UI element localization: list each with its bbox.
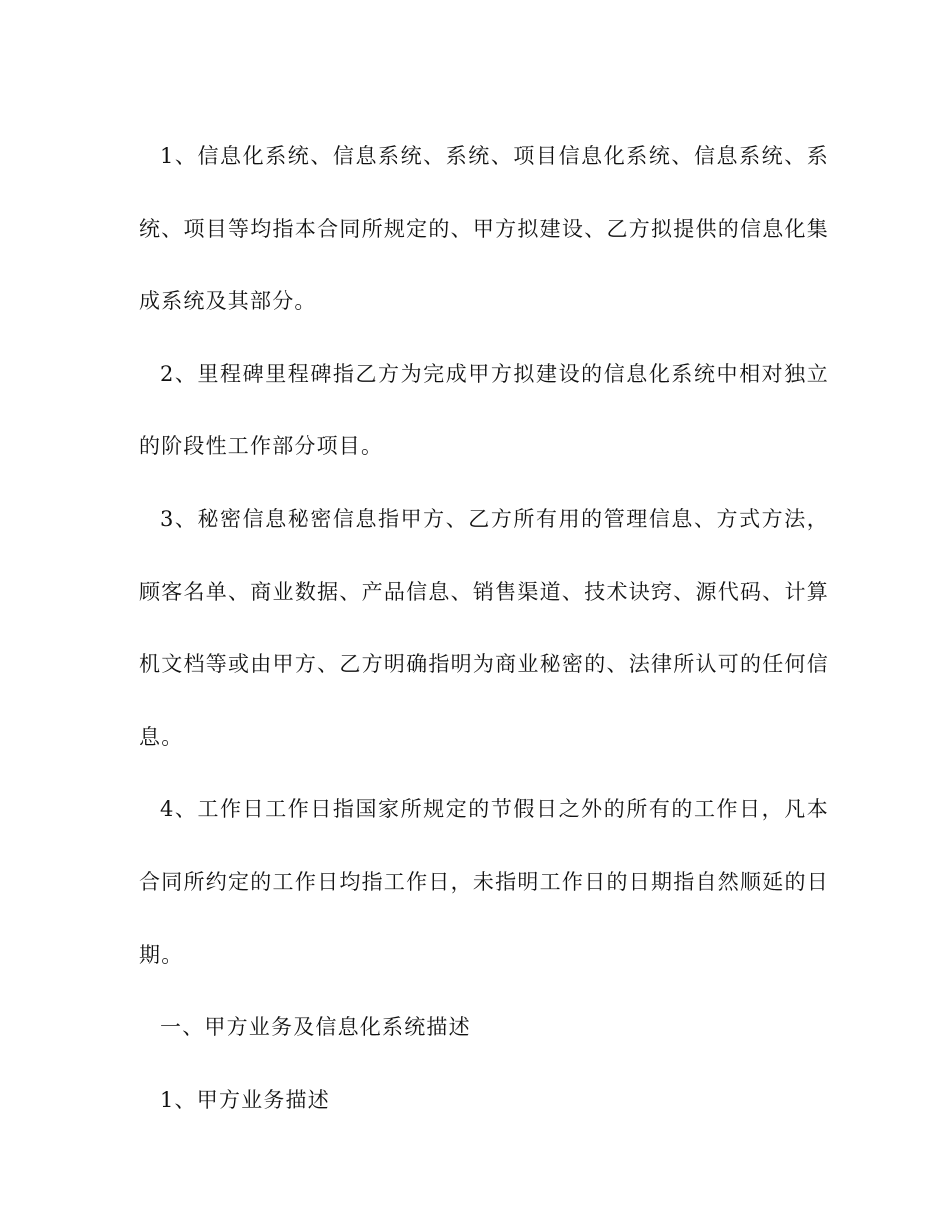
- definition-paragraph-information-system: 1、信息化系统、信息系统、系统、项目信息化系统、信息系统、系统、项目等均指本合同所规定的、甲方拟建设、乙方拟提供的信息化集成系统及其部分。: [139, 144, 829, 314]
- definition-paragraph-milestone: 2、里程碑里程碑指乙方为完成甲方拟建设的信息化系统中相对独立的阶段性工作部分项目。: [139, 361, 829, 459]
- definition-paragraph-confidential-information: 3、秘密信息秘密信息指甲方、乙方所有用的管理信息、方式方法，顾客名单、商业数据、产品信息、销售渠道、技术诀窍、源代码、计算机文档等或由甲方、乙方明确指明为商业秘密的、法律所认可的任何信息。: [139, 506, 829, 749]
- subsection-heading: 1、甲方业务描述: [160, 1087, 330, 1112]
- document-body: [139, 120, 829, 1136]
- definition-paragraph-working-day: 4、工作日工作日指国家所规定的节假日之外的所有的工作日，凡本合同所约定的工作日均指工作日，未指明工作日的日期指自然顺延的日期。: [139, 797, 829, 967]
- section-heading: 一、甲方业务及信息化系统描述: [160, 1015, 471, 1040]
